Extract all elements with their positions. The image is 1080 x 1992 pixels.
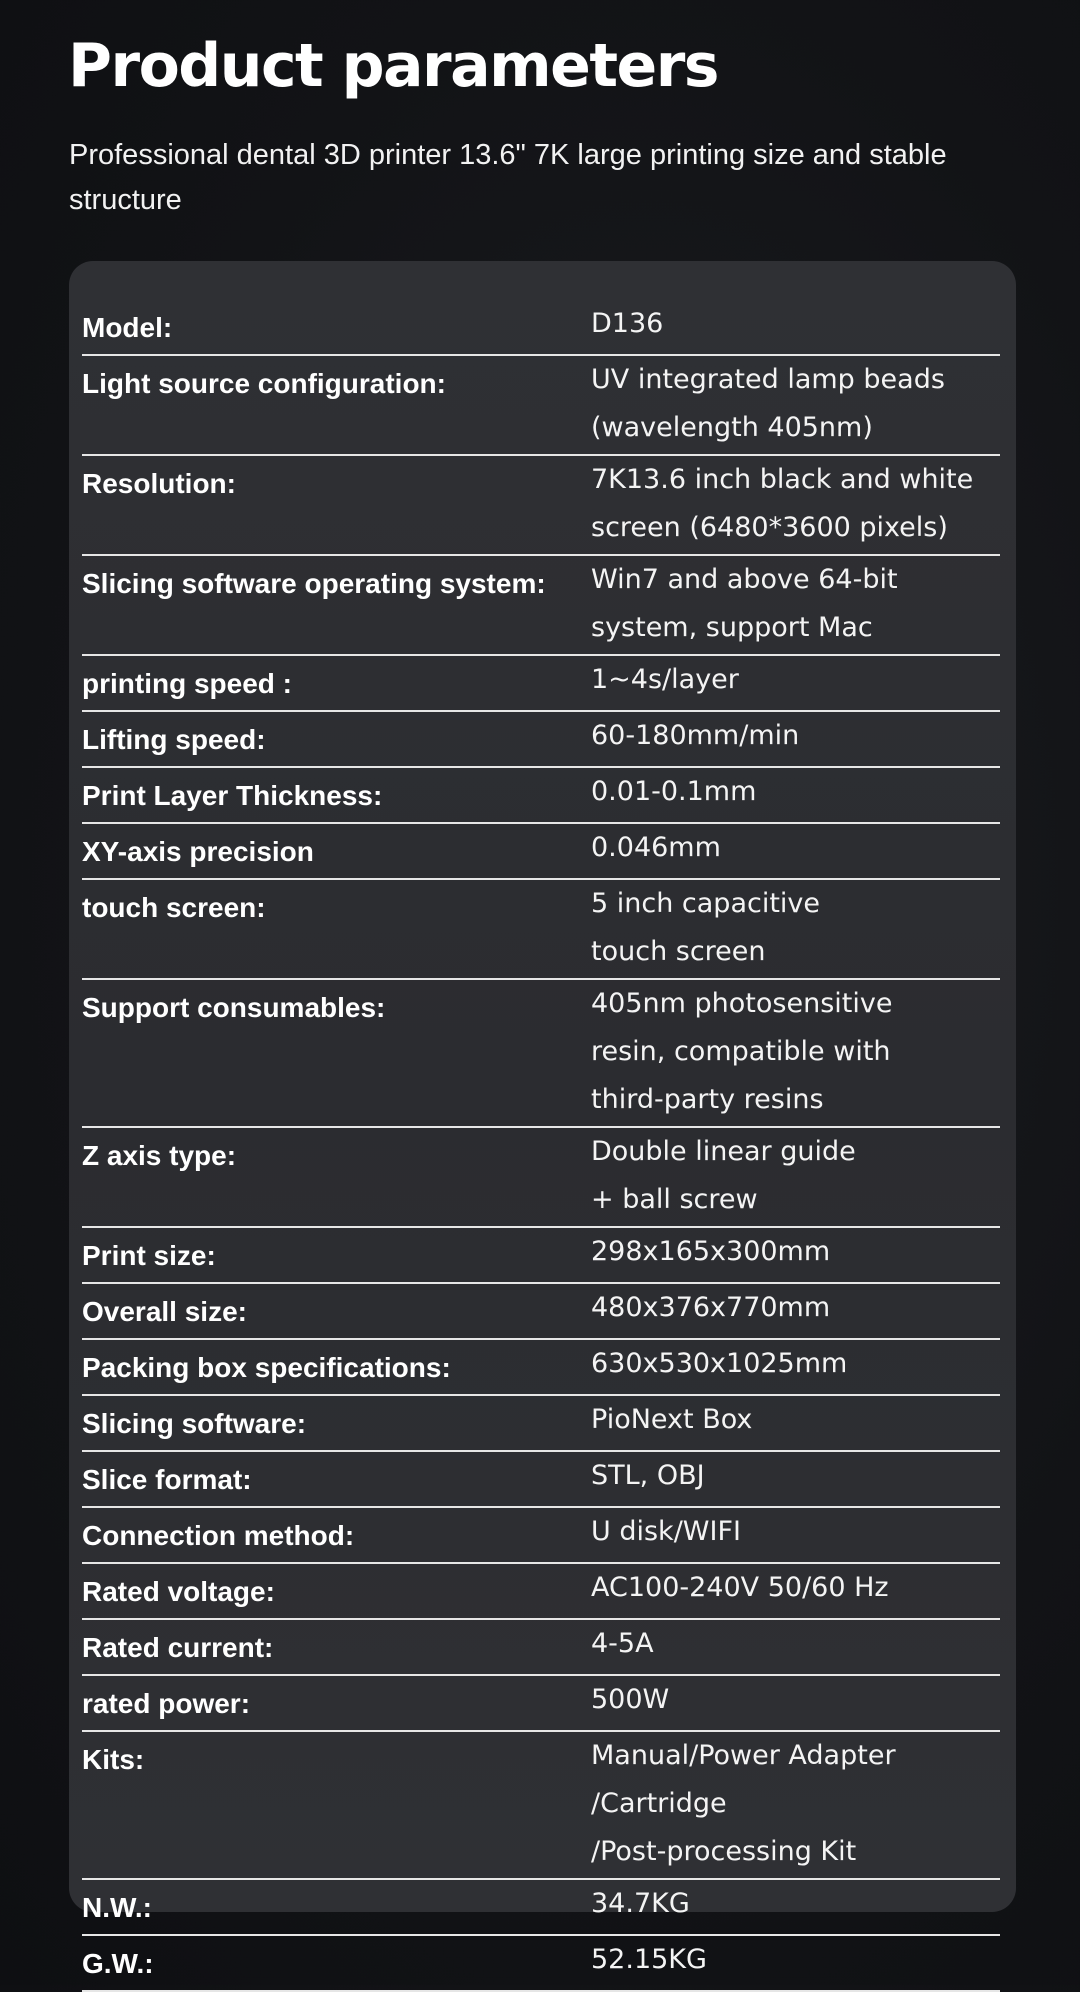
spec-value — [591, 1564, 1000, 1616]
spec-value-line: D136 — [591, 308, 664, 339]
spec-label: Light source configuration: — [82, 368, 446, 399]
spec-row — [82, 1618, 1000, 1674]
spec-value-line: 405nm photosensitive — [591, 988, 893, 1019]
spec-value-line: 298x165x300mm — [591, 1236, 831, 1267]
spec-value-line: 500W — [591, 1684, 670, 1715]
spec-value-line: 7K13.6 inch black and white — [591, 464, 974, 495]
spec-value-line: AC100-240V 50/60 Hz — [591, 1572, 889, 1603]
spec-value — [591, 356, 1000, 452]
spec-label: N.W.: — [82, 1892, 152, 1923]
spec-value — [591, 556, 1000, 652]
spec-value-line: PioNext Box — [591, 1404, 753, 1435]
spec-value-line: 630x530x1025mm — [591, 1348, 848, 1379]
spec-value — [591, 1396, 1000, 1448]
spec-label: printing speed : — [82, 668, 292, 699]
spec-row — [82, 1730, 1000, 1878]
spec-value-line: STL, OBJ — [591, 1460, 705, 1491]
spec-value-line: touch screen — [591, 936, 766, 967]
spec-row — [82, 822, 1000, 878]
spec-value — [591, 1880, 1000, 1932]
spec-value-line: 4-5A — [591, 1628, 654, 1659]
spec-value-line: 52.15KG — [591, 1944, 707, 1975]
spec-label: touch screen: — [82, 892, 266, 923]
spec-value-line: resin, compatible with — [591, 1036, 891, 1067]
spec-row — [82, 1338, 1000, 1394]
spec-value-line: 0.01-0.1mm — [591, 776, 757, 807]
spec-value — [591, 1228, 1000, 1280]
spec-label: Overall size: — [82, 1296, 247, 1327]
spec-value-line: /Cartridge — [591, 1788, 727, 1819]
spec-label: Lifting speed: — [82, 724, 266, 755]
spec-label: Packing box specifications: — [82, 1352, 451, 1383]
spec-value-line: Manual/Power Adapter — [591, 1740, 896, 1771]
spec-value — [591, 1508, 1000, 1560]
spec-row — [82, 1674, 1000, 1730]
spec-value — [591, 456, 1000, 552]
spec-label: Slicing software: — [82, 1408, 307, 1439]
spec-label: XY-axis precision — [82, 836, 314, 867]
spec-value-line: 480x376x770mm — [591, 1292, 831, 1323]
spec-row — [82, 300, 1000, 354]
spec-value-line: /Post-processing Kit — [591, 1836, 857, 1867]
spec-value — [591, 656, 1000, 708]
spec-label: Resolution: — [82, 468, 236, 499]
spec-row — [82, 766, 1000, 822]
spec-value — [591, 1452, 1000, 1504]
spec-row — [82, 878, 1000, 978]
spec-value-line: screen (6480*3600 pixels) — [591, 512, 948, 543]
spec-row — [82, 1506, 1000, 1562]
spec-value — [591, 1620, 1000, 1672]
spec-value — [591, 712, 1000, 764]
spec-label: Rated current: — [82, 1632, 274, 1663]
spec-value — [591, 1284, 1000, 1336]
spec-row — [82, 1450, 1000, 1506]
spec-value — [591, 1936, 1000, 1988]
spec-row — [82, 1282, 1000, 1338]
spec-value-line: 34.7KG — [591, 1888, 690, 1919]
spec-value-line: third-party resins — [591, 1084, 824, 1115]
spec-value-line: 0.046mm — [591, 832, 721, 863]
spec-label: Model: — [82, 312, 173, 343]
spec-label: G.W.: — [82, 1948, 154, 1979]
spec-value-line: + ball screw — [591, 1184, 758, 1215]
page-subtitle: Professional dental 3D printer 13.6" 7K large printing size and stable structure — [69, 139, 947, 216]
spec-label: Kits: — [82, 1744, 145, 1775]
spec-value — [591, 768, 1000, 820]
spec-row — [82, 654, 1000, 710]
spec-row — [82, 1126, 1000, 1226]
spec-row — [82, 1226, 1000, 1282]
spec-value — [591, 1732, 1000, 1876]
spec-row — [82, 1394, 1000, 1450]
spec-label: Support consumables: — [82, 992, 386, 1023]
spec-value — [591, 1128, 1000, 1224]
spec-value — [591, 1340, 1000, 1392]
spec-value-line: UV integrated lamp beads — [591, 364, 945, 395]
spec-label: rated power: — [82, 1688, 251, 1719]
spec-row — [82, 1934, 1000, 1990]
spec-value-line: 5 inch capacitive — [591, 888, 821, 919]
spec-value-line: 60-180mm/min — [591, 720, 800, 751]
spec-row — [82, 978, 1000, 1126]
spec-label: Connection method: — [82, 1520, 355, 1551]
spec-value-line: Double linear guide — [591, 1136, 856, 1167]
spec-row — [82, 1562, 1000, 1618]
spec-value — [591, 300, 1000, 352]
spec-row — [82, 710, 1000, 766]
spec-label: Rated voltage: — [82, 1576, 275, 1607]
spec-label: Slicing software operating system: — [82, 568, 546, 599]
spec-value-line: 1~4s/layer — [591, 664, 739, 695]
spec-value-line: (wavelength 405nm) — [591, 412, 873, 443]
spec-value-line: system, support Mac — [591, 612, 873, 643]
spec-value-line: Win7 and above 64-bit — [591, 564, 898, 595]
spec-row — [82, 1878, 1000, 1934]
spec-value — [591, 880, 1000, 976]
spec-row — [82, 354, 1000, 454]
page-title: Product parameters — [68, 31, 718, 101]
spec-table — [82, 300, 1000, 1992]
spec-label: Z axis type: — [82, 1140, 237, 1171]
spec-row — [82, 554, 1000, 654]
spec-label: Slice format: — [82, 1464, 252, 1495]
spec-label: Print size: — [82, 1240, 216, 1271]
spec-value — [591, 980, 1000, 1124]
spec-row — [82, 454, 1000, 554]
spec-value — [591, 824, 1000, 876]
spec-value — [591, 1676, 1000, 1728]
spec-label: Print Layer Thickness: — [82, 780, 383, 811]
spec-value-line: U disk/WIFI — [591, 1516, 741, 1547]
